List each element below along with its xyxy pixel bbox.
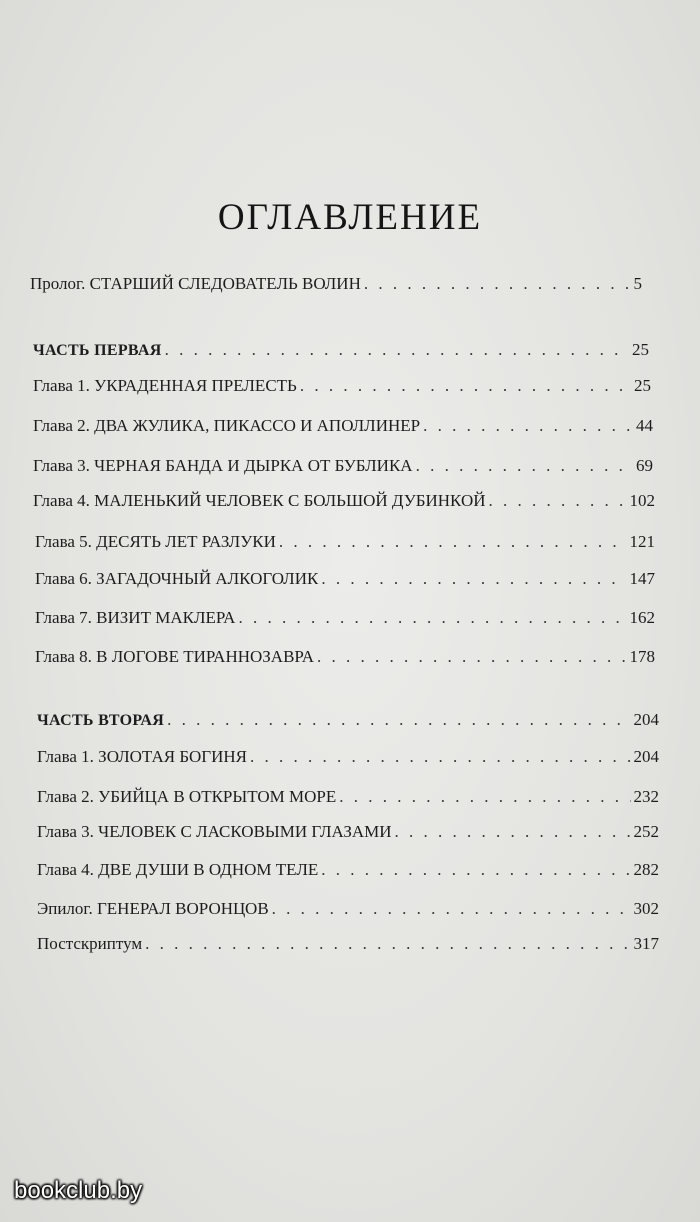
leader-dots xyxy=(416,454,633,478)
page-title: ОГЛАВЛЕНИЕ xyxy=(217,197,483,238)
leader-dots xyxy=(395,820,631,844)
toc-entry-page: 252 xyxy=(633,822,659,841)
leader-dots xyxy=(145,932,630,956)
toc-entry-chapter[interactable] xyxy=(37,745,659,769)
toc-entry-page: 204 xyxy=(633,747,659,766)
toc-entry-label: Глава 2. УБИЙЦА В ОТКРЫТОМ МОРЕ xyxy=(37,787,337,806)
leader-dots xyxy=(167,708,630,732)
toc-entry-part-one[interactable] xyxy=(33,338,649,362)
toc-entry-label: Эпилог. ГЕНЕРАЛ ВОРОНЦОВ xyxy=(37,899,269,918)
toc-entry-page: 178 xyxy=(629,647,655,666)
leader-dots xyxy=(321,858,630,882)
leader-dots xyxy=(272,897,631,921)
leader-dots xyxy=(279,530,627,554)
toc-entry-page: 121 xyxy=(629,532,655,551)
toc-entry-chapter[interactable] xyxy=(35,645,655,669)
toc-entry-page: 282 xyxy=(633,860,659,879)
leader-dots xyxy=(250,745,631,769)
toc-entry-label: Пролог. СТАРШИЙ СЛЕДОВАТЕЛЬ ВОЛИН xyxy=(30,274,361,293)
toc-entry-page: 162 xyxy=(629,608,655,627)
leader-dots xyxy=(238,606,626,630)
toc-entry-page: 69 xyxy=(636,456,653,475)
leader-dots xyxy=(489,489,627,513)
toc-entry-page: 44 xyxy=(636,416,653,435)
toc-entry-label: Глава 1. УКРАДЕННАЯ ПРЕЛЕСТЬ xyxy=(33,376,297,395)
toc-entry-label: Глава 4. ДВЕ ДУШИ В ОДНОМ ТЕЛЕ xyxy=(37,860,319,879)
leader-dots xyxy=(321,567,626,591)
leader-dots xyxy=(300,374,631,398)
toc-entry-chapter[interactable] xyxy=(35,530,655,554)
leader-dots xyxy=(317,645,627,669)
toc-entry-prologue[interactable] xyxy=(30,272,642,296)
toc-entry-label: ЧАСТЬ ПЕРВАЯ xyxy=(33,342,162,359)
toc-entry-label: Глава 5. ДЕСЯТЬ ЛЕТ РАЗЛУКИ xyxy=(35,532,276,551)
toc-entry-label: Глава 1. ЗОЛОТАЯ БОГИНЯ xyxy=(37,747,247,766)
leader-dots xyxy=(339,785,630,809)
toc-entry-label: Постскриптум xyxy=(37,934,143,953)
toc-entry-chapter[interactable] xyxy=(37,820,659,844)
toc-entry-label: Глава 2. ДВА ЖУЛИКА, ПИКАССО И АПОЛЛИНЕР xyxy=(33,416,421,435)
toc-entry-label: Глава 3. ЧЕЛОВЕК С ЛАСКОВЫМИ ГЛАЗАМИ xyxy=(37,822,392,841)
toc-entry-postscript[interactable] xyxy=(37,932,659,956)
toc-entry-page: 317 xyxy=(633,934,659,953)
toc-entry-page: 25 xyxy=(634,376,651,395)
leader-dots xyxy=(165,338,629,362)
watermark-text: bookclub.by xyxy=(14,1177,143,1204)
toc-entry-label: Глава 8. В ЛОГОВЕ ТИРАННОЗАВРА xyxy=(35,647,314,666)
toc-entry-chapter[interactable] xyxy=(37,858,659,882)
leader-dots xyxy=(423,414,633,438)
toc-entry-chapter[interactable] xyxy=(33,414,653,438)
toc-entry-chapter[interactable] xyxy=(37,785,659,809)
toc-entry-page: 204 xyxy=(633,710,659,729)
toc-entry-epilogue[interactable] xyxy=(37,897,659,921)
toc-entry-label: Глава 7. ВИЗИТ МАКЛЕРА xyxy=(35,608,236,627)
toc-entry-label: Глава 6. ЗАГАДОЧНЫЙ АЛКОГОЛИК xyxy=(35,569,319,588)
toc-entry-page: 232 xyxy=(633,787,659,806)
toc-entry-label: Глава 3. ЧЕРНАЯ БАНДА И ДЫРКА ОТ БУБЛИКА xyxy=(33,456,413,475)
toc-entry-chapter[interactable] xyxy=(35,606,655,630)
toc-entry-chapter[interactable] xyxy=(33,374,651,398)
toc-entry-chapter[interactable] xyxy=(33,489,655,513)
toc-entry-page: 102 xyxy=(629,491,655,510)
leader-dots xyxy=(364,272,631,296)
toc-entry-chapter[interactable] xyxy=(33,454,653,478)
toc-entry-label: Глава 4. МАЛЕНЬКИЙ ЧЕЛОВЕК С БОЛЬШОЙ ДУБИНКОЙ xyxy=(33,491,486,510)
toc-entry-chapter[interactable] xyxy=(35,567,655,591)
toc-entry-page: 302 xyxy=(633,899,659,918)
toc-entry-label: ЧАСТЬ ВТОРАЯ xyxy=(37,712,165,729)
toc-entry-page: 147 xyxy=(629,569,655,588)
toc-entry-part-two[interactable] xyxy=(37,708,659,732)
toc-entry-page: 25 xyxy=(632,340,649,359)
toc-entry-page: 5 xyxy=(633,274,642,293)
